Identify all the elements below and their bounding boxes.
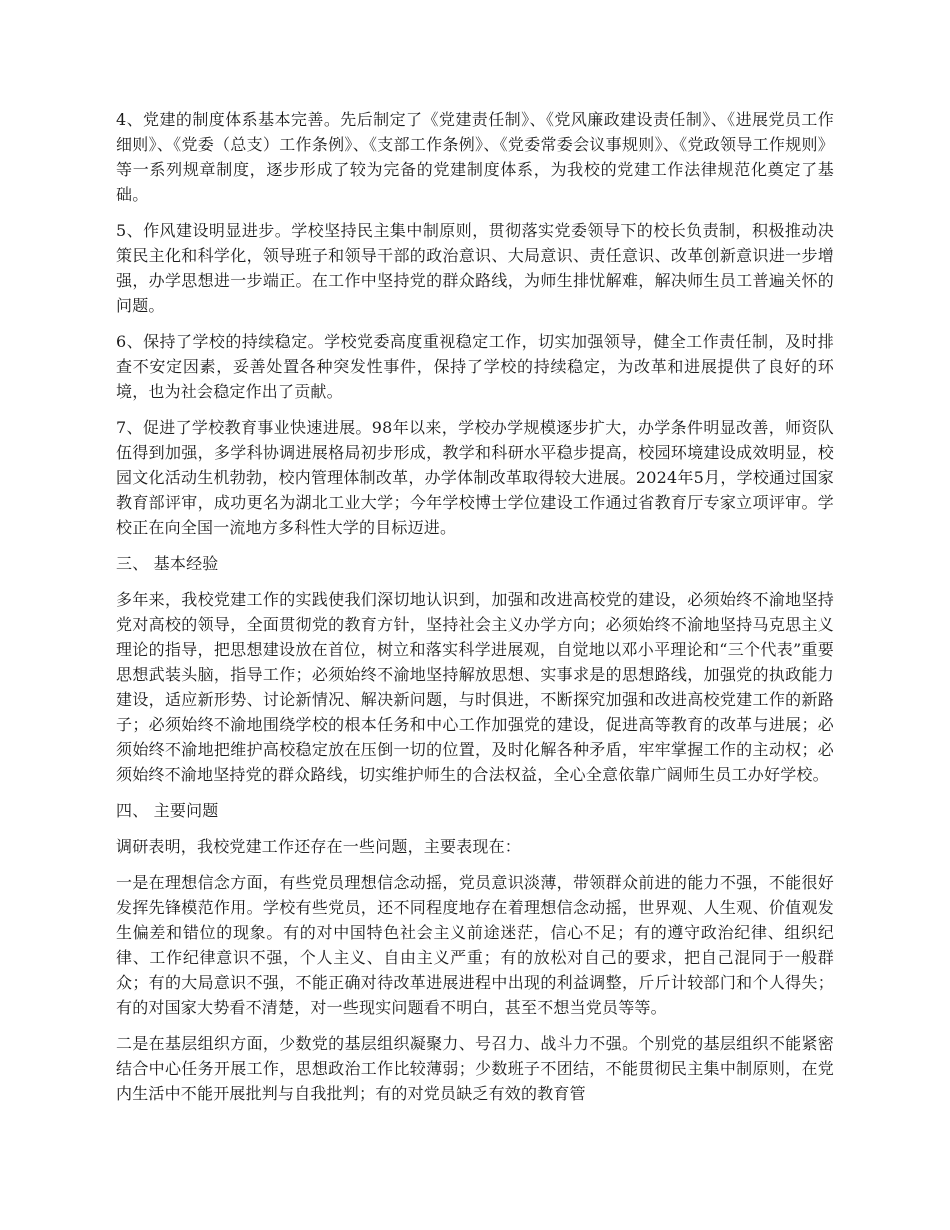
paragraph-experience: 多年来，我校党建工作的实践使我们深切地认识到，加强和改进高校党的建设，必须始终不渝地坚持党对高校的领导，全面贯彻党的教育方针，坚持社会主义办学方向；必须始终不渝地坚持马克思主义理论的指导，把思想建设放在首位，树立和落实科学进展观，自觉地以邓小平理论和“三个代表”重要思想武装头脑，指导工作；必须始终不渝地坚持解放思想、实事求是的思想路线，加强党的执政能力建设，适应新形势、讨论新情况、解决新问题，与时俱进，不断探究加强和改进高校党建工作的新路子；必须始终不渝地围绕学校的根本任务和中心工作加强党的建设，促进高等教育的改革与进展；必须始终不渝地把维护高校稳定放在压倒一切的位置，及时化解各种矛盾，牢牢掌握工作的主动权；必须始终不渝地坚持党的群众路线，切实维护师生的合法权益，全心全意依靠广阔师生员工办好学校。 [116,590,834,784]
section-heading-basic-experience: 三、 基本经验 [116,554,219,573]
paragraph-work-style: 5、作风建设明显进步。学校坚持民主集中制原则，贯彻落实党委领导下的校长负责制，积极推动决策民主化和科学化，领导班子和领导干部的政治意识、大局意识、责任意识、改革创新意识进一步增强，办学思想进一步端正。在工作中坚持党的群众路线，为师生排忧解难，解决师生员工普遍关怀的问题。 [116,221,834,315]
paragraph-stability: 6、保持了学校的持续稳定。学校党委高度重视稳定工作，切实加强领导，健全工作责任制，及时排查不安定因素，妥善处置各种突发性事件，保持了学校的持续稳定，为改革和进展提供了良好的环境，也为社会稳定作出了贡献。 [116,332,834,401]
paragraph-ideals-beliefs: 一是在理想信念方面，有些党员理想信念动摇，党员意识淡薄，带领群众前进的能力不强，不能很好发挥先锋模范作用。学校有些党员，还不同程度地存在着理想信念动摇，世界观、人生观、价值观发生偏差和错位的现象。有的对中国特色社会主义前途迷茫，信心不足；有的遵守政治纪律、组织纪律、工作纪律意识不强，个人主义、自由主义严重；有的放松对自己的要求，把自己混同于一般群众；有的大局意识不强，不能正确对待改革进展进程中出现的利益调整，斤斤计较部门和个人得失；有的对国家大势看不清楚，对一些现实问题看不明白，甚至不想当党员等等。 [116,873,834,1017]
paragraph-grassroots-organizations: 二是在基层组织方面，少数党的基层组织凝聚力、号召力、战斗力不强。个别党的基层组织不能紧密结合中心任务开展工作，思想政治工作比较薄弱；少数班子不团结，不能贯彻民主集中制原则，在党内生活中不能开展批判与自我批判；有的对党员缺乏有效的教育管 [116,1034,834,1103]
paragraph-problems-intro: 调研表明，我校党建工作还存在一些问题，主要表现在： [116,837,522,856]
paragraph-party-rules: 4、党建的制度体系基本完善。先后制定了《党建责任制》、《党风廉政建设责任制》、《进展党员工作细则》、《党委（总支）工作条例》、《支部工作条例》、《党委常委会议事规则》、《党政领导工作规则》等一系列规章制度，逐步形成了较为完备的党建制度体系，为我校的党建工作法律规范化奠定了基础。 [116,110,834,204]
paragraph-education-progress: 7、促进了学校教育事业快速进展。98年以来，学校办学规模逐步扩大，办学条件明显改善，师资队伍得到加强，多学科协调进展格局初步形成，教学和科研水平稳步提高，校园环境建设成效明显，校园文化活动生机勃勃，校内管理体制改革，办学体制改革取得较大进展。2024年5月，学校通过国家教育部评审，成功更名为湖北工业大学；今年学校博士学位建设工作通过省教育厅专家立项评审。学校正在向全国一流地方多科性大学的目标迈进。 [116,418,834,537]
section-heading-main-problems: 四、 主要问题 [116,801,219,820]
